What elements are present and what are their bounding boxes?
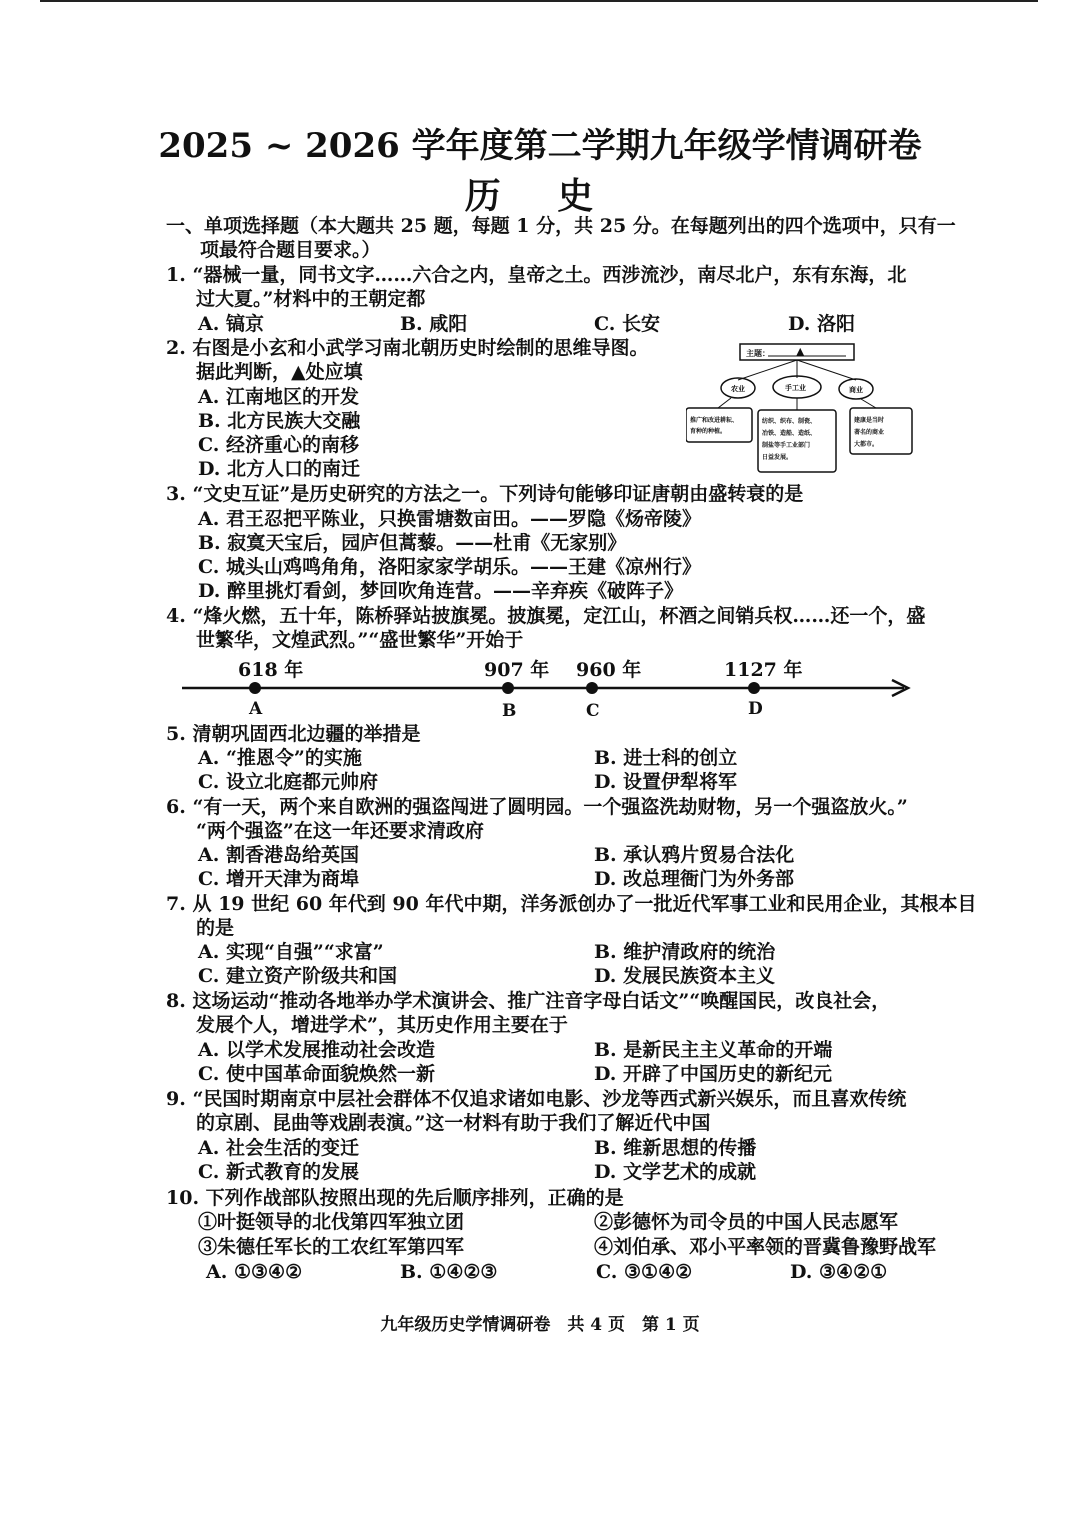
q7-option-d[interactable]: D. 发展民族资本主义 bbox=[594, 965, 776, 987]
timeline-figure bbox=[178, 652, 918, 722]
q1-stem-1: 1. “器械一量，同书文字……六合之内，皇帝之土。西涉流沙，南尽北户，东有东海，北 bbox=[166, 264, 907, 286]
page-top-border bbox=[40, 0, 1038, 2]
mind-map-desc-3-line-2: 著名的商业 bbox=[854, 429, 885, 436]
exam-title: 2025 ~ 2026 学年度第二学期九年级学情调研卷 bbox=[158, 126, 922, 166]
mind-map-desc-3-line-1: 建康是当时 bbox=[854, 417, 885, 424]
mind-map-node-label-1: 农业 bbox=[731, 385, 745, 393]
q1-option-a[interactable]: A. 镐京 bbox=[198, 313, 264, 335]
q5-option-b[interactable]: B. 进士科的创立 bbox=[594, 747, 738, 769]
q10-item-1: ①叶挺领导的北伐第四军独立团 bbox=[198, 1211, 465, 1233]
q2-option-b[interactable]: B. 北方民族大交融 bbox=[198, 410, 361, 432]
q7-option-b[interactable]: B. 维护清政府的统治 bbox=[594, 941, 776, 963]
q1-stem-2: 过大夏。”材料中的王朝定都 bbox=[196, 288, 426, 310]
q10-option-c[interactable]: C. ③①④② bbox=[596, 1261, 693, 1283]
q3-option-d[interactable]: D. 醉里挑灯看剑，梦回吹角连营。——辛弃疾《破阵子》 bbox=[198, 580, 684, 602]
timeline-letter-b: B bbox=[502, 701, 517, 721]
q6-stem-1: 6. “有一天，两个来自欧洲的强盗闯进了圆明园。一个强盗洗劫财物，另一个强盗放火。” bbox=[166, 796, 908, 818]
q10-option-d[interactable]: D. ③④②① bbox=[790, 1261, 888, 1283]
q8-option-a[interactable]: A. 以学术发展推动社会改造 bbox=[198, 1039, 435, 1061]
mind-map-desc-2-line-2: 冶铁、造船、造纸、 bbox=[762, 430, 817, 437]
q10-item-2: ②彭德怀为司令员的中国人民志愿军 bbox=[594, 1211, 899, 1233]
mind-map-desc-1-line-2: 育种的种植。 bbox=[690, 428, 727, 435]
timeline-point-c bbox=[586, 682, 598, 694]
timeline-letter-d: D bbox=[748, 699, 763, 719]
timeline-point-d bbox=[748, 682, 760, 694]
q2-option-a[interactable]: A. 江南地区的开发 bbox=[198, 386, 359, 408]
q6-stem-2: “两个强盗”在这一年还要求清政府 bbox=[196, 820, 484, 842]
q8-option-c[interactable]: C. 使中国革命面貌焕然一新 bbox=[198, 1063, 436, 1085]
timeline-point-b bbox=[502, 682, 514, 694]
q3-stem: 3. “文史互证”是历史研究的方法之一。下列诗句能够印证唐朝由盛转衰的是 bbox=[166, 483, 804, 505]
q4-stem-1: 4. “烽火燃，五十年，陈桥驿站披旗冕。披旗冕，定江山，杯酒之间销兵权……还一个，盛 bbox=[166, 605, 926, 627]
q1-option-d[interactable]: D. 洛阳 bbox=[788, 313, 856, 335]
mind-map-desc-1-line-1: 推广和改进耕耘、 bbox=[690, 417, 739, 424]
timeline-year-a: 618 年 bbox=[238, 659, 304, 681]
q7-option-a[interactable]: A. 实现“自强”“求富” bbox=[198, 941, 384, 963]
subject-title: 历 史 bbox=[464, 175, 616, 217]
q9-stem-1: 9. “民国时期南京中层社会群体不仅追求诸如电影、沙龙等西式新兴娱乐，而且喜欢传统 bbox=[166, 1088, 907, 1110]
q10-item-4: ④刘伯承、邓小平率领的晋冀鲁豫野战军 bbox=[594, 1236, 937, 1258]
q3-option-c[interactable]: C. 城头山鸡鸣角角，洛阳家家学胡乐。——王建《凉州行》 bbox=[198, 556, 702, 578]
timeline-year-c: 960 年 bbox=[576, 659, 642, 681]
q4-stem-2: 世繁华，文煌武烈。”“盛世繁华”开始于 bbox=[196, 629, 524, 651]
mind-map-figure bbox=[686, 340, 916, 475]
q5-option-c[interactable]: C. 设立北庭都元帅府 bbox=[198, 771, 379, 793]
q2-stem-2: 据此判断，▲处应填 bbox=[196, 361, 363, 383]
q3-option-b[interactable]: B. 寂寞天宝后，园庐但蒿藜。——杜甫《无家别》 bbox=[198, 532, 627, 554]
timeline-year-b: 907 年 bbox=[484, 659, 550, 681]
q2-option-d[interactable]: D. 北方人口的南迁 bbox=[198, 458, 361, 480]
mind-map-desc-3-line-3: 大都市。 bbox=[854, 441, 879, 448]
q6-option-c[interactable]: C. 增开天津为商埠 bbox=[198, 868, 360, 890]
q5-option-a[interactable]: A. “推恩令”的实施 bbox=[198, 747, 362, 769]
q10-option-b[interactable]: B. ①④②③ bbox=[400, 1261, 498, 1283]
timeline-letter-c: C bbox=[586, 701, 600, 721]
mind-map-theme-blank: ▲ bbox=[796, 345, 805, 358]
timeline-svg bbox=[178, 652, 918, 722]
q8-stem-2: 发展个人，增进学术”，其历史作用主要在于 bbox=[196, 1014, 568, 1036]
timeline-letter-a: A bbox=[249, 699, 263, 719]
q9-option-c[interactable]: C. 新式教育的发展 bbox=[198, 1161, 360, 1183]
mind-map-desc-box-1 bbox=[686, 408, 752, 442]
q9-option-d[interactable]: D. 文学艺术的成就 bbox=[594, 1161, 757, 1183]
q6-option-b[interactable]: B. 承认鸦片贸易合法化 bbox=[594, 844, 795, 866]
q10-item-3: ③朱德任军长的工农红军第四军 bbox=[198, 1236, 465, 1258]
mind-map-desc-2-line-3: 制盐等手工业部门 bbox=[762, 442, 811, 449]
q9-option-b[interactable]: B. 维新思想的传播 bbox=[594, 1137, 757, 1159]
q10-option-a[interactable]: A. ①③④② bbox=[206, 1261, 303, 1283]
q8-option-d[interactable]: D. 开辟了中国历史的新纪元 bbox=[594, 1063, 833, 1085]
q6-option-a[interactable]: A. 割香港岛给英国 bbox=[198, 844, 359, 866]
q5-stem: 5. 清朝巩固西北边疆的举措是 bbox=[166, 723, 421, 745]
mind-map-node-label-3: 商业 bbox=[849, 386, 863, 394]
q7-stem-2: 的是 bbox=[196, 917, 235, 939]
q10-stem: 10. 下列作战部队按照出现的先后顺序排列，正确的是 bbox=[166, 1187, 624, 1209]
mind-map-edge-6 bbox=[861, 399, 876, 408]
q3-option-a[interactable]: A. 君王忍把平陈业，只换雷塘数亩田。——罗隐《炀帝陵》 bbox=[198, 508, 701, 530]
mind-map-desc-2-line-4: 日益发展。 bbox=[762, 454, 793, 461]
q9-option-a[interactable]: A. 社会生活的变迁 bbox=[198, 1137, 359, 1159]
timeline-point-a bbox=[249, 682, 261, 694]
q9-stem-2: 的京剧、昆曲等戏剧表演。”这一材料有助于我们了解近代中国 bbox=[196, 1112, 711, 1134]
q8-stem-1: 8. 这场运动“推动各地举办学术演讲会、推广注音字母白话文”“唤醒国民，改良社会， bbox=[166, 990, 891, 1012]
q5-option-d[interactable]: D. 设置伊犁将军 bbox=[594, 771, 738, 793]
q8-option-b[interactable]: B. 是新民主主义革命的开端 bbox=[594, 1039, 833, 1061]
q2-option-c[interactable]: C. 经济重心的南移 bbox=[198, 434, 360, 456]
section-heading-line2: 项最符合题目要求。） bbox=[200, 239, 381, 261]
mind-map-desc-2-line-1: 纺织、织布、制瓷、 bbox=[762, 418, 817, 425]
q7-option-c[interactable]: C. 建立资产阶级共和国 bbox=[198, 965, 398, 987]
page-footer: 九年级历史学情调研卷 共 4 页 第 1 页 bbox=[380, 1315, 700, 1335]
q1-option-b[interactable]: B. 咸阳 bbox=[400, 313, 468, 335]
q6-option-d[interactable]: D. 改总理衙门为外务部 bbox=[594, 868, 795, 890]
q1-option-c[interactable]: C. 长安 bbox=[594, 313, 661, 335]
q7-stem-1: 7. 从 19 世纪 60 年代到 90 年代中期，洋务派创办了一批近代军事工业和民用企业，其根本目 bbox=[166, 893, 977, 915]
mind-map-theme-label: 主题： bbox=[746, 349, 770, 358]
q2-stem-1: 2. 右图是小玄和小武学习南北朝历史时绘制的思维导图。 bbox=[166, 337, 649, 359]
section-heading-line1: 一、单项选择题（本大题共 25 题，每题 1 分，共 25 分。在每题列出的四个选项中，只有一 bbox=[166, 215, 956, 237]
timeline-year-d: 1127 年 bbox=[724, 659, 803, 681]
mind-map-svg bbox=[686, 340, 916, 475]
mind-map-edge-4 bbox=[718, 398, 731, 408]
mind-map-node-label-2: 手工业 bbox=[785, 384, 806, 392]
